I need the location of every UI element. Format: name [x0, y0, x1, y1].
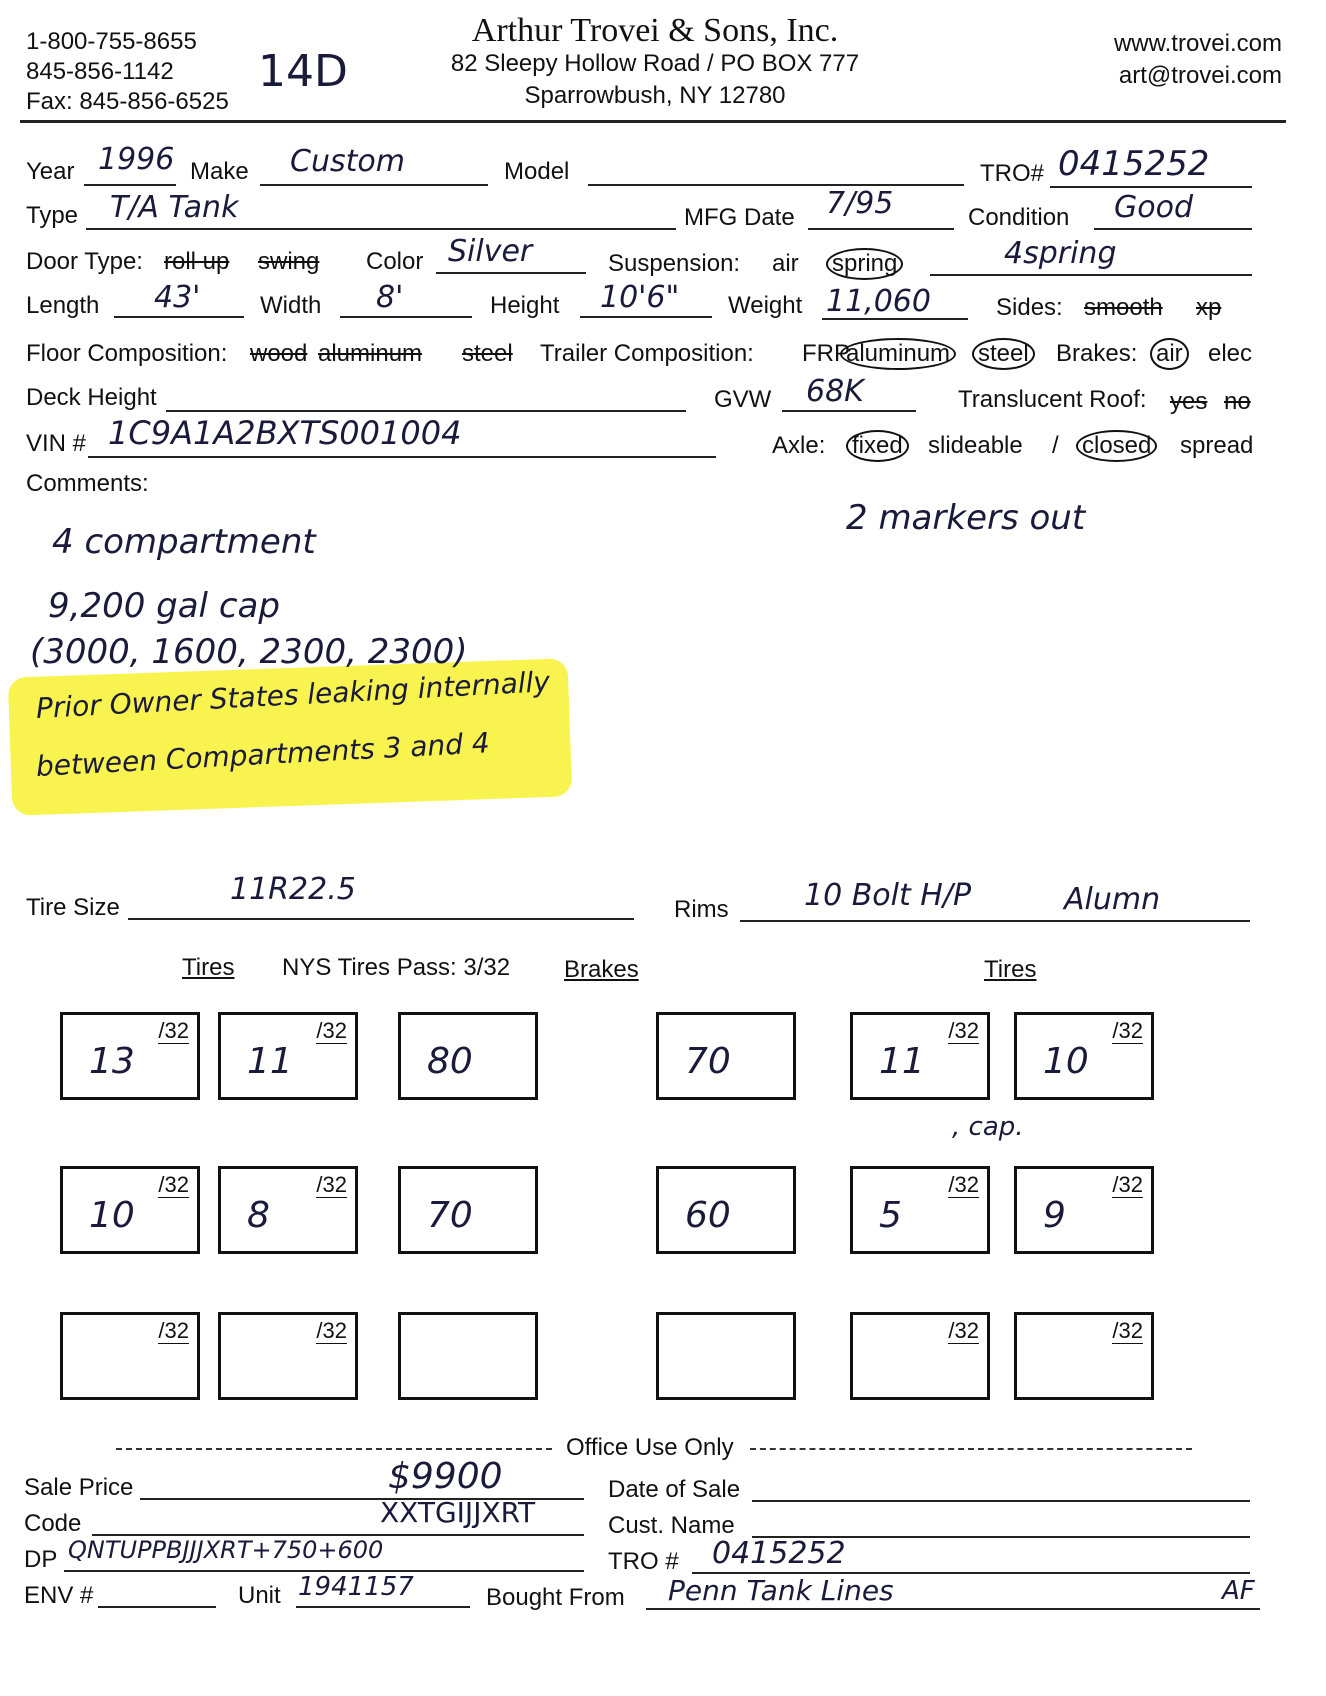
tire-left-inner-box-3[interactable]	[218, 1312, 358, 1400]
type-value[interactable]: T/A Tank	[110, 190, 239, 225]
tread-fraction-label: /32	[316, 1318, 347, 1343]
phone-1: 1-800-755-8655	[26, 28, 197, 55]
company-address-2: Sparrowbush, NY 12780	[524, 82, 786, 109]
tire-left-inner-box-1[interactable]	[218, 1012, 358, 1100]
tro2-label: TRO #	[608, 1548, 679, 1575]
make-label: Make	[190, 158, 249, 185]
tread-fraction-label: /32	[948, 1172, 979, 1197]
model-label: Model	[504, 158, 570, 185]
vin-label: VIN #	[26, 430, 87, 457]
roof-no-option[interactable]: no	[1224, 388, 1251, 415]
tire-left-outer-box-2[interactable]	[60, 1166, 200, 1254]
color-value[interactable]: Silver	[448, 234, 533, 269]
brakes-elec-option[interactable]: elec	[1208, 340, 1253, 367]
door-roll-up-option[interactable]: roll up	[164, 248, 230, 275]
bought-from-value[interactable]: Penn Tank Lines	[668, 1574, 894, 1607]
model-line	[588, 184, 964, 186]
tire-right-outer-box-1[interactable]	[1014, 1012, 1154, 1100]
office-divider-right	[750, 1448, 1192, 1450]
width-value[interactable]: 8'	[376, 280, 404, 315]
width-line	[340, 316, 472, 318]
axle-spread-option[interactable]: spread	[1180, 432, 1254, 459]
tire-right-outer-box-3[interactable]	[1014, 1312, 1154, 1400]
brake-right-box-1[interactable]	[656, 1012, 796, 1100]
axle-closed-option[interactable]: closed	[1076, 430, 1157, 462]
tro2-value[interactable]: 0415252	[712, 1536, 846, 1571]
trailer-aluminum-option[interactable]: aluminum	[840, 338, 956, 370]
floor-aluminum-option[interactable]: aluminum	[318, 340, 423, 367]
tro-line	[1050, 186, 1252, 188]
suspension-note-line	[930, 274, 1252, 276]
tire-right-inner-box-3[interactable]	[850, 1312, 990, 1400]
floor-comp-label: Floor Composition:	[26, 340, 228, 367]
floor-steel-option[interactable]: steel	[462, 340, 513, 367]
tread-fraction-label: /32	[316, 1172, 347, 1197]
tire-size-value[interactable]: 11R22.5	[230, 872, 356, 907]
office-divider-left	[116, 1448, 552, 1450]
height-value[interactable]: 10'6"	[600, 280, 680, 315]
rims-material-value[interactable]: Alumn	[1064, 882, 1161, 917]
bought-from-label: Bought From	[486, 1584, 625, 1611]
height-label: Height	[490, 292, 560, 319]
tire-left-inner-value: 8	[247, 1195, 270, 1236]
gvw-value[interactable]: 68K	[806, 374, 864, 409]
deck-height-label: Deck Height	[26, 384, 157, 411]
code-value[interactable]: XXTGIJJXRT	[380, 1496, 536, 1529]
comment-line-5: between Compartments 3 and 4	[35, 726, 491, 783]
brake-right-box-2[interactable]	[656, 1166, 796, 1254]
deck-height-line	[166, 410, 686, 412]
env-line	[98, 1606, 216, 1608]
dp-label: DP	[24, 1546, 58, 1573]
sale-price-label: Sale Price	[24, 1474, 134, 1501]
tire-right-outer-value: 10	[1043, 1041, 1089, 1082]
tread-fraction-label: /32	[948, 1018, 979, 1043]
tire-left-inner-value: 11	[247, 1041, 293, 1082]
unit-value[interactable]: 1941157	[298, 1572, 414, 1602]
tire-size-label: Tire Size	[26, 894, 120, 921]
brake-left-box-1[interactable]	[398, 1012, 538, 1100]
tread-fraction-label: /32	[158, 1018, 189, 1043]
brake-right-value: 70	[685, 1041, 731, 1082]
condition-line	[1094, 228, 1252, 230]
tire-size-line	[128, 918, 634, 920]
vin-value[interactable]: 1C9A1A2BXTS001004	[108, 414, 462, 452]
brake-left-box-3[interactable]	[398, 1312, 538, 1400]
comment-line-2: 9,200 gal cap	[48, 586, 280, 626]
comment-line-4: Prior Owner States leaking internally	[35, 665, 551, 725]
type-label: Type	[26, 202, 79, 229]
nys-pass-label: NYS Tires Pass: 3/32	[282, 954, 511, 981]
roof-yes-option[interactable]: yes	[1170, 388, 1208, 415]
mfg-date-value[interactable]: 7/95	[826, 186, 894, 221]
floor-wood-option[interactable]: wood	[250, 340, 308, 367]
rims-line	[740, 920, 1250, 922]
vin-line	[88, 456, 716, 458]
handwritten-code: 14D	[258, 46, 348, 97]
tread-fraction-label: /32	[948, 1318, 979, 1343]
suspension-air-option[interactable]: air	[772, 250, 799, 277]
tire-right-inner-box-1[interactable]	[850, 1012, 990, 1100]
axle-label: Axle:	[772, 432, 826, 459]
weight-label: Weight	[728, 292, 803, 319]
comments-label: Comments:	[26, 470, 149, 497]
header-divider	[20, 120, 1286, 123]
tread-fraction-label: /32	[1112, 1318, 1143, 1343]
tro-value[interactable]: 0415252	[1058, 144, 1210, 184]
tire-left-inner-box-2[interactable]	[218, 1166, 358, 1254]
tire-right-inner-box-2[interactable]	[850, 1166, 990, 1254]
tread-fraction-label: /32	[1112, 1018, 1143, 1043]
year-line	[84, 184, 176, 186]
bought-from-line	[646, 1608, 1260, 1610]
cap-note: , cap.	[952, 1112, 1024, 1142]
weight-value[interactable]: 11,060	[826, 284, 931, 319]
height-line	[580, 316, 712, 318]
trailer-comp-label: Trailer Composition:	[540, 340, 754, 367]
door-swing-option[interactable]: swing	[258, 248, 320, 275]
comment-line-3: (3000, 1600, 2300, 2300)	[30, 632, 468, 672]
tro-label: TRO#	[980, 160, 1045, 187]
suspension-label: Suspension:	[608, 250, 741, 277]
date-of-sale-label: Date of Sale	[608, 1476, 741, 1503]
env-label: ENV #	[24, 1582, 94, 1609]
make-value[interactable]: Custom	[290, 144, 405, 179]
brakes-air-option[interactable]: air	[1150, 338, 1189, 370]
make-line	[260, 184, 488, 186]
brake-right-value: 60	[685, 1195, 731, 1236]
door-type-label: Door Type:	[26, 248, 143, 275]
length-line	[114, 316, 244, 318]
tire-left-outer-value: 10	[89, 1195, 135, 1236]
tread-fraction-label: /32	[1112, 1172, 1143, 1197]
year-value[interactable]: 1996	[98, 142, 175, 177]
brake-right-box-3[interactable]	[656, 1312, 796, 1400]
translucent-roof-label: Translucent Roof:	[958, 386, 1147, 413]
tread-fraction-label: /32	[316, 1018, 347, 1043]
gvw-label: GVW	[714, 386, 772, 413]
color-line	[436, 272, 586, 274]
tread-fraction-label: /32	[158, 1172, 189, 1197]
brakes-column-header: Brakes	[564, 956, 639, 983]
brakes-label: Brakes:	[1056, 340, 1138, 367]
company-address-1: 82 Sleepy Hollow Road / PO BOX 777	[450, 50, 860, 77]
unit-label: Unit	[238, 1582, 281, 1609]
website: www.trovei.com	[1113, 30, 1282, 57]
condition-value[interactable]: Good	[1114, 190, 1193, 225]
brake-left-value: 80	[427, 1041, 473, 1082]
tire-left-outer-value: 13	[89, 1041, 135, 1082]
fax-number: Fax: 845-856-6525	[26, 88, 229, 115]
tire-right-inner-value: 5	[879, 1195, 902, 1236]
tires-right-header: Tires	[984, 956, 1037, 983]
cust-name-label: Cust. Name	[608, 1512, 735, 1539]
office-use-label: Office Use Only	[566, 1434, 734, 1461]
code-label: Code	[24, 1510, 82, 1537]
sides-smooth-option[interactable]: smooth	[1084, 294, 1163, 321]
axle-slideable-option[interactable]: slideable	[928, 432, 1023, 459]
gvw-line	[782, 410, 916, 412]
axle-slash: /	[1052, 432, 1059, 459]
length-value[interactable]: 43'	[154, 280, 201, 315]
mfg-date-label: MFG Date	[684, 204, 795, 231]
tread-fraction-label: /32	[158, 1318, 189, 1343]
tire-right-inner-value: 11	[879, 1041, 925, 1082]
tires-left-header: Tires	[182, 954, 235, 981]
type-line	[86, 228, 676, 230]
comment-right: 2 markers out	[846, 498, 1086, 538]
trailer-steel-option[interactable]: steel	[972, 338, 1035, 370]
axle-fixed-option[interactable]: fixed	[846, 430, 909, 462]
email: art@trovei.com	[1118, 62, 1282, 89]
sides-xp-option[interactable]: xp	[1196, 294, 1222, 321]
phone-2: 845-856-1142	[26, 58, 174, 85]
condition-label: Condition	[968, 204, 1070, 231]
tire-right-outer-value: 9	[1043, 1195, 1066, 1236]
rims-label: Rims	[674, 896, 729, 923]
brake-left-value: 70	[427, 1195, 473, 1236]
initials-signature: AF	[1222, 1576, 1255, 1606]
date-of-sale-line	[752, 1500, 1250, 1502]
rims-value[interactable]: 10 Bolt H/P	[804, 878, 972, 913]
dp-value[interactable]: QNTUPPBJJJXRT+750+600	[68, 1536, 384, 1564]
trailer-frp-option[interactable]: FRP	[802, 340, 850, 367]
length-label: Length	[26, 292, 100, 319]
tire-right-outer-box-2[interactable]	[1014, 1166, 1154, 1254]
sale-price-value[interactable]: $9900	[388, 1456, 503, 1497]
color-label: Color	[366, 248, 424, 275]
brake-left-box-2[interactable]	[398, 1166, 538, 1254]
sides-label: Sides:	[996, 294, 1063, 321]
width-label: Width	[260, 292, 322, 319]
unit-line	[296, 1606, 470, 1608]
year-label: Year	[26, 158, 75, 185]
suspension-note-value[interactable]: 4spring	[1004, 236, 1117, 271]
company-name: Arthur Trovei & Sons, Inc.	[471, 12, 839, 49]
suspension-spring-option[interactable]: spring	[826, 248, 903, 280]
tire-left-outer-box-1[interactable]	[60, 1012, 200, 1100]
mfg-date-line	[808, 228, 954, 230]
comment-line-1: 4 compartment	[52, 522, 316, 562]
tire-left-outer-box-3[interactable]	[60, 1312, 200, 1400]
